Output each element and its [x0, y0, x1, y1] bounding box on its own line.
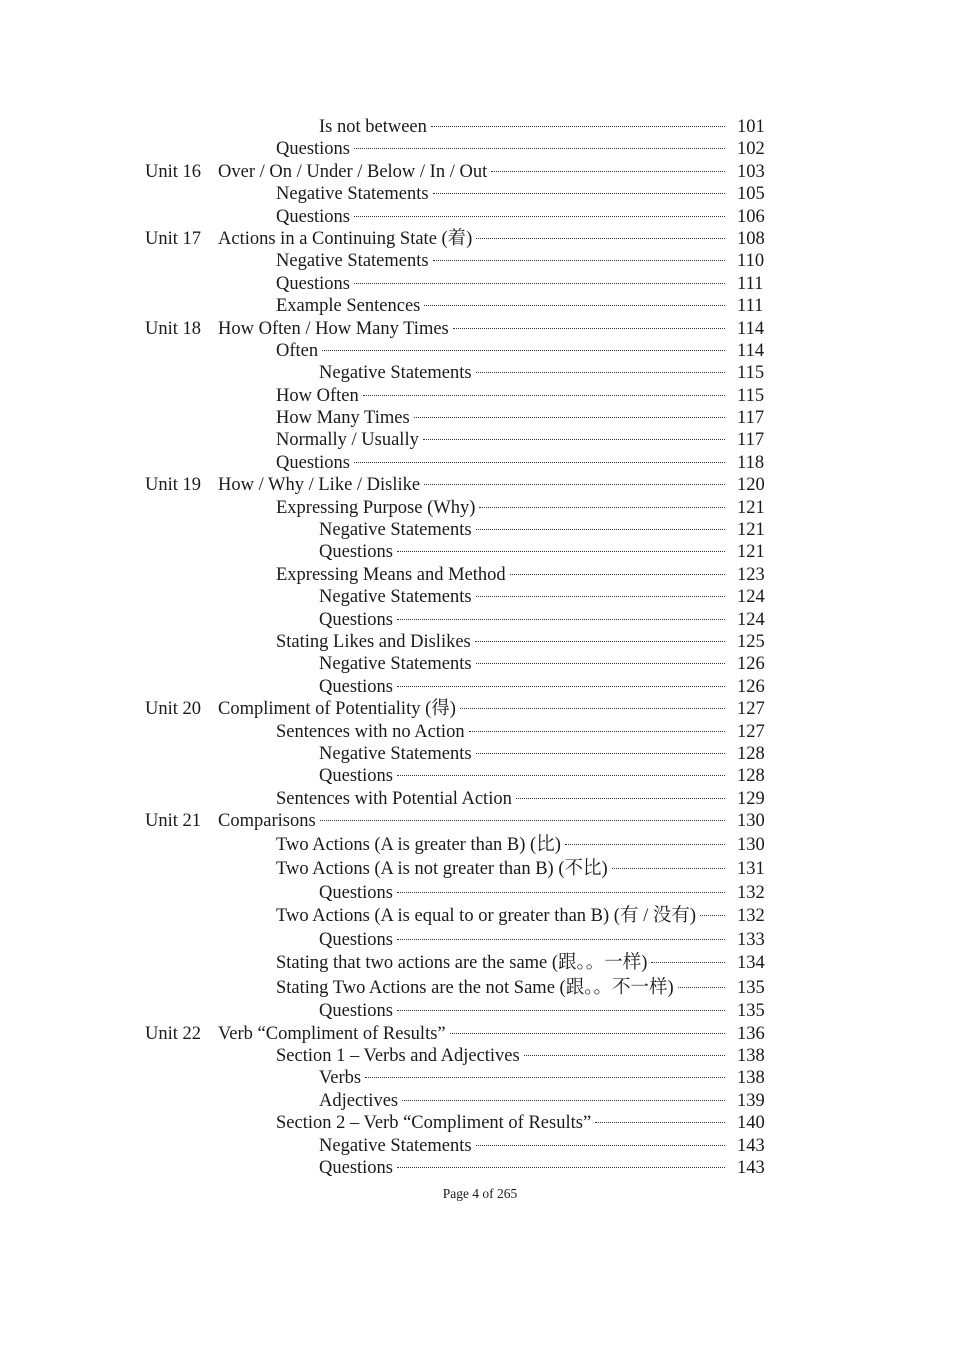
toc-row[interactable] [145, 429, 785, 451]
toc-row[interactable] [145, 1000, 785, 1022]
toc-page-number[interactable]: 111 [737, 296, 764, 317]
toc-row[interactable] [145, 340, 785, 362]
toc-entry [276, 138, 725, 160]
toc-entry-title[interactable]: Questions [319, 766, 393, 787]
dot-leader [524, 1055, 725, 1056]
dot-leader [354, 462, 725, 463]
toc-page-number[interactable]: 136 [737, 1023, 765, 1044]
toc-entry [218, 228, 725, 250]
toc-row[interactable] [145, 474, 785, 496]
toc-entry [319, 676, 725, 698]
toc-page-number[interactable]: 138 [737, 1046, 765, 1067]
toc-entry [276, 833, 725, 858]
dot-leader [397, 892, 725, 893]
dot-leader [433, 193, 725, 194]
toc-entry [276, 183, 725, 205]
toc-row[interactable] [145, 882, 785, 904]
toc-entry-title[interactable]: Is not between [319, 117, 427, 137]
dot-leader [595, 1122, 725, 1123]
toc-entry-title[interactable]: Questions [276, 452, 350, 473]
toc-unit-label: Unit 18 [145, 318, 202, 339]
toc-entry [319, 609, 725, 631]
toc-row[interactable] [145, 362, 785, 384]
toc-page-number[interactable]: 118 [737, 452, 765, 473]
toc-page-number[interactable]: 117 [737, 408, 765, 429]
toc-entry [319, 653, 725, 675]
toc-row[interactable] [145, 857, 785, 882]
toc-entry-title[interactable]: Verb “Compliment of Results” [218, 1023, 446, 1044]
dot-leader [397, 619, 725, 620]
toc-row[interactable] [145, 586, 785, 608]
toc-row[interactable] [145, 1067, 785, 1089]
toc-page-number[interactable]: 115 [737, 385, 765, 406]
toc-page-number[interactable]: 131 [737, 859, 765, 880]
page-footer: Page 4 of 265 [442, 1186, 518, 1201]
dot-leader [397, 686, 725, 687]
toc-entry-title[interactable]: Comparisons [218, 811, 316, 832]
toc-row[interactable] [145, 206, 785, 228]
toc-entry [218, 698, 725, 720]
toc-page-number[interactable]: 105 [737, 184, 765, 205]
toc-entry-title[interactable]: Negative Statements [276, 251, 429, 272]
toc-entry [276, 452, 725, 474]
toc-page-number[interactable]: 108 [737, 228, 765, 249]
toc-entry-title[interactable]: How Many Times [276, 408, 410, 429]
toc-entry-title[interactable]: Two Actions (A is greater than B) (比) [276, 834, 561, 855]
toc-entry-title[interactable]: Negative Statements [319, 1135, 472, 1156]
toc-page-number[interactable]: 121 [737, 520, 765, 541]
toc-page-number[interactable]: 124 [737, 609, 765, 630]
dot-leader [433, 260, 725, 261]
toc-entry-title[interactable]: Questions [319, 676, 393, 697]
toc-entry [319, 541, 725, 563]
dot-leader [469, 731, 725, 732]
toc-row[interactable] [145, 904, 785, 929]
dot-leader [402, 1100, 725, 1101]
toc-row[interactable] [145, 116, 785, 138]
toc-row[interactable] [145, 250, 785, 272]
toc-entry-title[interactable]: Questions [276, 273, 350, 294]
toc-entry-title[interactable]: How Often [276, 385, 359, 406]
toc-page-number[interactable]: 127 [737, 699, 765, 720]
toc-entry-title[interactable]: Stating Two Actions are the not Same (跟。。不一样) [276, 977, 674, 998]
toc-entry [276, 721, 725, 743]
toc-entry-title[interactable]: Questions [319, 882, 393, 903]
toc-page-number[interactable]: 126 [737, 654, 765, 675]
dot-leader [424, 484, 725, 485]
dot-leader [479, 507, 725, 508]
toc-row[interactable] [145, 929, 785, 951]
dot-leader [414, 417, 725, 418]
toc-page-number[interactable]: 121 [737, 497, 765, 518]
dot-leader [365, 1077, 725, 1078]
toc-page-number[interactable]: 143 [737, 1135, 765, 1156]
dot-leader [516, 798, 725, 799]
dot-leader [397, 775, 725, 776]
toc-entry-title[interactable]: Often [276, 340, 319, 361]
dot-leader [322, 350, 725, 351]
dot-leader [476, 238, 725, 239]
dot-leader [476, 596, 725, 597]
toc-row[interactable] [145, 519, 785, 541]
toc-row[interactable] [145, 721, 785, 743]
toc-row[interactable] [145, 228, 785, 250]
toc-entry-title[interactable]: Compliment of Potentiality (得) [218, 699, 456, 720]
dot-leader [397, 939, 725, 940]
toc-row[interactable] [145, 810, 785, 832]
toc-entry [319, 586, 725, 608]
toc-row[interactable] [145, 833, 785, 858]
toc-page-number[interactable]: 103 [737, 161, 765, 182]
toc-entry-title[interactable]: Normally / Usually [276, 430, 419, 451]
toc-entry [319, 882, 725, 904]
dot-leader [476, 372, 725, 373]
toc-entry-title[interactable]: Expressing Means and Method [276, 564, 506, 585]
toc-entry-title[interactable]: How Often / How Many Times [218, 318, 449, 339]
toc-page-number[interactable]: 114 [737, 340, 765, 361]
toc-row[interactable] [145, 1045, 785, 1067]
toc-row[interactable] [145, 609, 785, 631]
toc-row[interactable] [145, 138, 785, 160]
dot-leader [354, 148, 725, 149]
toc-row[interactable] [145, 631, 785, 653]
toc-unit-label: Unit 21 [145, 811, 202, 832]
toc-entry-title[interactable]: Stating that two actions are the same (跟。。一样) [276, 953, 648, 974]
toc-page-number[interactable]: 129 [737, 788, 765, 809]
toc-entry [319, 929, 725, 951]
table-of-contents [145, 116, 785, 1179]
dot-leader [397, 1167, 725, 1168]
toc-entry [319, 1000, 725, 1022]
toc-row[interactable] [145, 452, 785, 474]
toc-entry-title[interactable]: Over / On / Under / Below / In / Out [218, 161, 488, 182]
toc-entry-title[interactable]: How / Why / Like / Dislike [218, 475, 421, 496]
toc-entry [276, 631, 725, 653]
toc-unit-label: Unit 20 [145, 699, 202, 720]
toc-unit-label: Unit 16 [145, 161, 202, 182]
toc-page-number[interactable]: 110 [737, 251, 765, 272]
toc-page-number[interactable]: 114 [737, 318, 765, 339]
toc-page-number[interactable]: 130 [737, 811, 765, 832]
dot-leader [612, 868, 725, 869]
toc-row[interactable] [145, 541, 785, 563]
dot-leader [476, 1145, 725, 1146]
toc-row[interactable] [145, 1157, 785, 1179]
toc-row[interactable] [145, 318, 785, 340]
toc-entry-title[interactable]: Negative Statements [319, 654, 472, 675]
toc-entry [276, 1045, 725, 1067]
toc-entry [276, 429, 725, 451]
toc-entry [276, 250, 725, 272]
toc-row[interactable] [145, 951, 785, 976]
toc-entry-title[interactable]: Two Actions (A is not greater than B) (不比) [276, 859, 608, 880]
toc-entry [276, 206, 725, 228]
toc-unit-label: Unit 22 [145, 1023, 202, 1044]
toc-entry [276, 497, 725, 519]
toc-entry [276, 564, 725, 586]
dot-leader [491, 171, 725, 172]
toc-row[interactable] [145, 653, 785, 675]
toc-entry-title[interactable]: Two Actions (A is equal to or greater than B) (有 / 没有) [276, 906, 697, 927]
toc-row[interactable] [145, 1112, 785, 1134]
toc-page-number[interactable]: 125 [737, 631, 765, 652]
toc-page-number[interactable]: 117 [737, 430, 765, 451]
dot-leader [565, 844, 725, 845]
toc-page-number[interactable]: 133 [737, 929, 765, 950]
toc-entry [319, 116, 725, 138]
dot-leader [397, 1010, 725, 1011]
dot-leader [476, 753, 725, 754]
toc-entry [319, 743, 725, 765]
dot-leader [475, 641, 725, 642]
toc-row[interactable] [145, 1023, 785, 1045]
toc-row[interactable] [145, 976, 785, 1001]
toc-row[interactable] [145, 385, 785, 407]
toc-entry [276, 904, 725, 929]
toc-row[interactable] [145, 1090, 785, 1112]
toc-entry [218, 1023, 725, 1045]
dot-leader [651, 962, 725, 963]
toc-row[interactable] [145, 676, 785, 698]
toc-entry-title[interactable]: Negative Statements [319, 363, 472, 384]
toc-page-number[interactable]: 120 [737, 475, 765, 496]
toc-entry-title[interactable]: Questions [319, 1157, 393, 1178]
toc-entry-title[interactable]: Sentences with Potential Action [276, 788, 512, 809]
toc-entry [276, 857, 725, 882]
toc-entry [319, 1157, 725, 1179]
toc-entry-title[interactable]: Negative Statements [319, 587, 472, 608]
toc-page-number[interactable]: 143 [737, 1157, 765, 1178]
toc-entry-title[interactable]: Negative Statements [319, 743, 472, 764]
dot-leader [510, 574, 725, 575]
toc-entry-title[interactable]: Questions [276, 139, 350, 160]
toc-entry [319, 1135, 725, 1157]
toc-page-number[interactable]: 132 [737, 882, 765, 903]
toc-entry [218, 474, 725, 496]
toc-row[interactable] [145, 788, 785, 810]
dot-leader [476, 663, 725, 664]
toc-entry [319, 362, 725, 384]
dot-leader [354, 283, 725, 284]
toc-row[interactable] [145, 564, 785, 586]
toc-entry-title[interactable]: Actions in a Continuing State (着) [218, 228, 473, 249]
toc-page-number[interactable]: 138 [737, 1068, 765, 1089]
toc-entry-title[interactable]: Section 1 – Verbs and Adjectives [276, 1046, 520, 1067]
dot-leader [453, 328, 725, 329]
dot-leader [320, 820, 725, 821]
toc-entry [218, 161, 725, 183]
toc-page-number[interactable]: 132 [737, 906, 765, 927]
toc-entry-title[interactable]: Questions [319, 542, 393, 563]
dot-leader [678, 987, 725, 988]
dot-leader [363, 395, 725, 396]
toc-page-number[interactable]: 123 [737, 564, 765, 585]
toc-page-number[interactable]: 115 [737, 363, 765, 384]
toc-page-number[interactable]: 140 [737, 1113, 765, 1134]
toc-entry [276, 273, 725, 295]
dot-leader [354, 216, 725, 217]
toc-entry-title[interactable]: Example Sentences [276, 296, 421, 317]
toc-unit-label: Unit 19 [145, 475, 202, 496]
toc-page-number[interactable]: 135 [737, 1001, 765, 1022]
toc-entry-title[interactable]: Questions [276, 206, 350, 227]
toc-page-number[interactable]: 121 [737, 542, 765, 563]
toc-row[interactable] [145, 407, 785, 429]
toc-entry [218, 810, 725, 832]
dot-leader [423, 439, 725, 440]
toc-entry [276, 788, 725, 810]
toc-row[interactable] [145, 183, 785, 205]
toc-page-number[interactable]: 135 [737, 977, 765, 998]
dot-leader [460, 708, 725, 709]
toc-entry-title[interactable]: Questions [319, 609, 393, 630]
toc-row[interactable] [145, 1135, 785, 1157]
toc-page-number[interactable]: 127 [737, 721, 765, 742]
toc-row[interactable] [145, 698, 785, 720]
toc-page-number[interactable]: 128 [737, 743, 765, 764]
toc-page-number[interactable]: 101 [737, 117, 765, 137]
dot-leader [397, 551, 725, 552]
toc-entry [319, 519, 725, 541]
toc-entry-title[interactable]: Section 2 – Verb “Compliment of Results” [276, 1113, 592, 1134]
toc-entry-title[interactable]: Questions [319, 929, 393, 950]
toc-entry [319, 1090, 725, 1112]
toc-entry-title[interactable]: Negative Statements [276, 184, 429, 205]
toc-row[interactable] [145, 295, 785, 317]
toc-page-number[interactable]: 130 [737, 834, 765, 855]
toc-page-number[interactable]: 126 [737, 676, 765, 697]
toc-entry-title[interactable]: Adjectives [319, 1090, 399, 1111]
toc-entry [276, 951, 725, 976]
toc-page-number[interactable]: 102 [737, 139, 765, 160]
toc-row[interactable] [145, 743, 785, 765]
toc-page-number[interactable]: 128 [737, 766, 765, 787]
toc-entry-title[interactable]: Sentences with no Action [276, 721, 465, 742]
toc-entry [276, 340, 725, 362]
toc-entry [276, 385, 725, 407]
toc-entry-title[interactable]: Stating Likes and Dislikes [276, 631, 471, 652]
dot-leader [424, 305, 725, 306]
toc-entry [218, 318, 725, 340]
toc-page-number[interactable]: 139 [737, 1090, 765, 1111]
toc-row[interactable] [145, 161, 785, 183]
toc-row[interactable] [145, 273, 785, 295]
toc-row[interactable] [145, 497, 785, 519]
dot-leader [700, 915, 725, 916]
toc-page-number[interactable]: 106 [737, 206, 765, 227]
toc-row[interactable] [145, 765, 785, 787]
toc-entry [276, 976, 725, 1001]
toc-entry-title[interactable]: Questions [319, 1001, 393, 1022]
toc-unit-label: Unit 17 [145, 228, 202, 249]
dot-leader [450, 1033, 725, 1034]
toc-entry-title[interactable]: Expressing Purpose (Why) [276, 497, 476, 518]
dot-leader [431, 126, 725, 127]
toc-page-number[interactable]: 124 [737, 587, 765, 608]
toc-entry [276, 407, 725, 429]
dot-leader [476, 529, 725, 530]
toc-entry-title[interactable]: Negative Statements [319, 520, 472, 541]
toc-entry [276, 295, 725, 317]
toc-page-number[interactable]: 134 [737, 953, 765, 974]
toc-entry [276, 1112, 725, 1134]
toc-entry [319, 1067, 725, 1089]
toc-entry-title[interactable]: Verbs [319, 1068, 362, 1089]
toc-page-number[interactable]: 111 [737, 273, 764, 294]
toc-entry [319, 765, 725, 787]
